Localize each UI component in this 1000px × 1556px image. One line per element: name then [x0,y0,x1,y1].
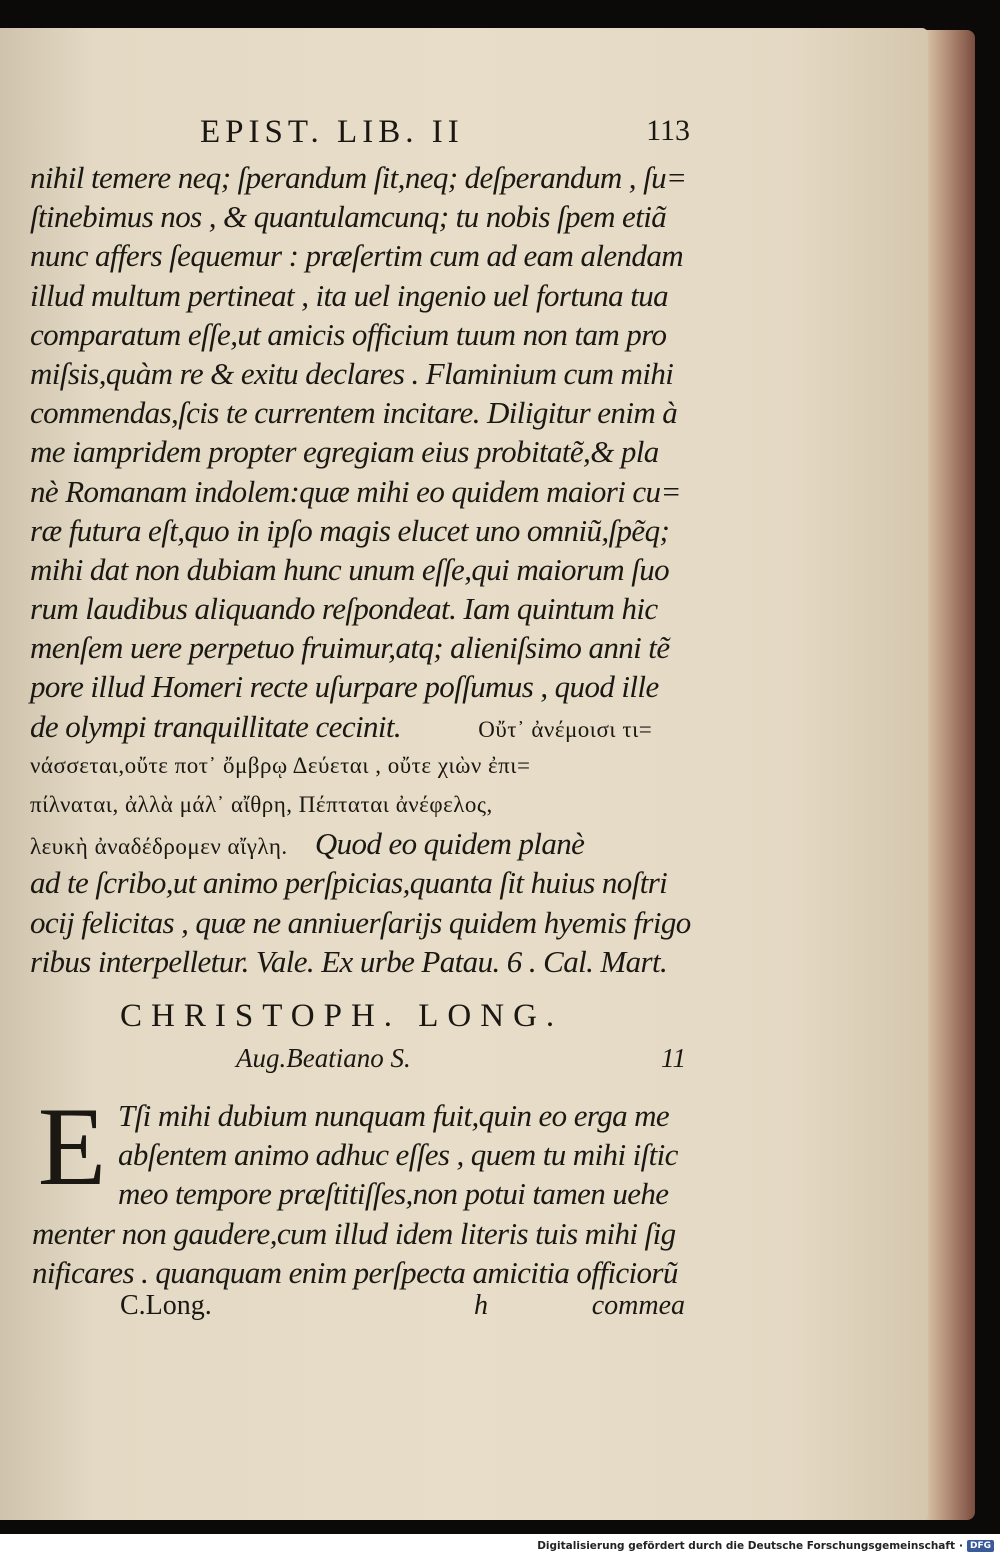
text-line: ocij felicitas , quæ ne anniuerſarijs quidem hyemis frigo [30,904,691,940]
letter-number: 11 [661,1043,686,1073]
running-head-title: EPIST. LIB. II [200,114,464,150]
letter-body-previous [30,158,690,981]
text-line [30,824,690,863]
text-line: nificares . quanquam enim perſpecta amicitia officiorũ [32,1254,678,1290]
text-line: meo tempore præſtitiſſes,non potui tamen uehe [118,1176,669,1212]
page-number: 113 [646,114,690,147]
gathering-signature: h [474,1290,488,1321]
text-line: nihil temere neq; ſperandum ſit,neq; deſperandum , ſu= [30,160,687,195]
signature-mark: C.Long. [120,1290,212,1321]
text-line: ribus interpelletur. Vale. Ex urbe Patau. 6 . Cal. Mart. [30,943,668,979]
text-line-latin: de olympi tranquillitate cecinit. [30,708,402,744]
text-line: menter non gaudere,cum illud idem literis tuis mihi ſig [32,1215,676,1251]
text-line: ſtinebimus nos , & quantulamcunq; tu nobis ſpem etiã [30,199,667,235]
text-line: nunc affers ſequemur : præſertim cum ad eam alendam [30,238,684,274]
text-line: menſem uere perpetuo fruimur,atq; alieniſsimo anni tẽ [30,630,670,666]
greek-quote-start: Οὔτ᾽ ἀνέμοισι τι= [478,716,653,742]
funding-credit [537,1537,994,1555]
text-line: pore illud Homeri recte uſurpare poſſumus , quod ille [30,669,659,705]
text-line: miſsis,quàm re & exitu declares . Flaminium cum mihi [30,355,674,391]
letter-address: Aug.Beatiano S. [236,1043,411,1073]
letter-subheading [236,1043,686,1083]
text-line: comparatum eſſe,ut amicis officium tuum non tam pro [30,316,667,352]
text-line: Tſi mihi dubium nunquam fuit,quin eo erga me [118,1098,670,1133]
greek-quote-line: πίλναται, ἀλλὰ μάλ᾽ αἴθρη, Πέπταται ἀνέφελος, [30,792,493,817]
text-line [30,707,690,746]
greek-quote-end: λευκὴ ἀναδέδρομεν αἴγλη. [30,834,288,860]
letter-heading: CHRISTOPH. LONG. [120,998,564,1034]
text-line: illud multum pertineat , ita uel ingenio uel fortuna tua [30,277,669,313]
text-line: me iampridem propter egregiam eius probitatẽ,& pla [30,434,659,470]
text-line: ad te ſcribo,ut animo perſpicias,quanta ſit huius noſtri [30,865,668,901]
book-page [0,28,928,1520]
text-line: ræ futura eſt,quo in ipſo magis elucet uno omniũ,ſpẽq; [30,512,670,548]
credit-separator: · [958,1540,963,1552]
text-line-latin: Quod eo quidem planè [314,826,585,862]
text-line: rum laudibus aliquando reſpondeat. Iam quintum hic [30,591,658,627]
catchword: commea [591,1290,685,1321]
text-line: abſentem animo adhuc eſſes , quem tu mihi iſtic [118,1137,678,1173]
text-line: mihi dat non dubiam hunc unum eſſe,qui maiorum ſuo [30,551,670,587]
text-line: commendas,ſcis te currentem incitare. Diligitur enim à [30,395,678,431]
text-line: nè Romanam indolem:quæ mihi eo quidem maiori cu= [30,473,681,509]
dfg-logo: DFG [967,1540,994,1552]
page-footer [120,1290,685,1330]
letter-body [32,1096,693,1292]
running-head [200,114,690,154]
drop-cap: E [37,1085,107,1209]
greek-quote-line: νάσσεται,οὔτε ποτ᾽ ὄμβρῳ Δεύεται , οὔτε χιὼν ἐπι= [30,752,531,778]
credit-text: Digitalisierung gefördert durch die Deutsche Forschungsgemeinschaft [537,1540,955,1552]
